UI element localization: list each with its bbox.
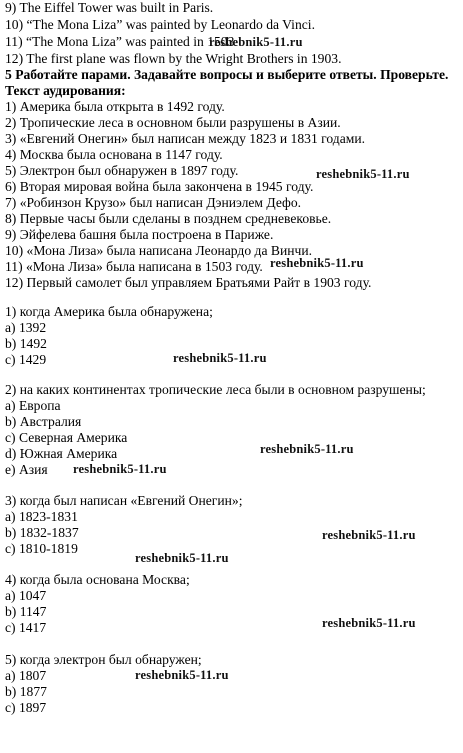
- listening-line-5: 5) Электрон был обнаружен в 1897 году.: [5, 163, 239, 178]
- question-4-option-a: a) 1047: [5, 588, 47, 603]
- question-2-option-c: c) Северная Америка: [5, 430, 128, 445]
- question-2-option-e: e) Азия: [5, 462, 48, 477]
- task-heading: 5 Работайте парами. Задавайте вопросы и выберите ответы. Проверьте.: [5, 67, 449, 82]
- watermark: reshebnik5-11.ru: [173, 351, 267, 365]
- question-5-option-c: c) 1897: [5, 700, 47, 715]
- watermark: reshebnik5-11.ru: [270, 256, 364, 270]
- watermark: reshebnik5-11.ru: [135, 668, 229, 682]
- listening-line-4: 4) Москва была основана в 1147 году.: [5, 147, 223, 162]
- intro-line-11: 11) “The Mona Liza” was painted in 1503: [5, 34, 235, 49]
- question-3-option-a: a) 1823-1831: [5, 509, 78, 524]
- question-1-option-b: b) 1492: [5, 336, 47, 351]
- question-1-option-c: c) 1429: [5, 352, 47, 367]
- question-4: 4) когда была основана Москва;: [5, 572, 190, 587]
- listening-line-2: 2) Тропические леса в основном были разрушены в Азии.: [5, 115, 341, 130]
- intro-line-10: 10) “The Mona Liza” was painted by Leonardo da Vinci.: [5, 17, 315, 32]
- watermark: reshebnik5-11.ru: [322, 528, 416, 542]
- question-4-option-c: c) 1417: [5, 620, 47, 635]
- intro-line-12: 12) The first plane was flown by the Wright Brothers in 1903.: [5, 51, 342, 66]
- question-2: 2) на каких континентах тропические леса были в основном разрушены;: [5, 382, 426, 397]
- watermark: reshebnik5-11.ru: [316, 167, 410, 181]
- question-4-option-b: b) 1147: [5, 604, 47, 619]
- listening-heading: Текст аудирования:: [5, 83, 126, 98]
- listening-line-9: 9) Эйфелева башня была построена в Париже.: [5, 227, 274, 242]
- question-5-option-b: b) 1877: [5, 684, 47, 699]
- listening-line-8: 8) Первые часы были сделаны в позднем средневековье.: [5, 211, 332, 226]
- listening-line-1: 1) Америка была открыта в 1492 году.: [5, 99, 225, 114]
- question-1-option-a: a) 1392: [5, 320, 47, 335]
- watermark: reshebnik5-11.ru: [209, 35, 303, 49]
- question-3-option-b: b) 1832-1837: [5, 525, 79, 540]
- question-5-option-a: a) 1807: [5, 668, 47, 683]
- question-2-option-a: a) Европа: [5, 398, 61, 413]
- watermark: reshebnik5-11.ru: [73, 462, 167, 476]
- listening-line-3: 3) «Евгений Онегин» был написан между 1823 и 1831 годами.: [5, 131, 366, 146]
- listening-line-12: 12) Первый самолет был управляем Братьями Райт в 1903 году.: [5, 275, 372, 290]
- question-1: 1) когда Америка была обнаружена;: [5, 304, 213, 319]
- question-3-option-c: c) 1810-1819: [5, 541, 78, 556]
- watermark: reshebnik5-11.ru: [260, 442, 354, 456]
- question-5: 5) когда электрон был обнаружен;: [5, 652, 202, 667]
- listening-line-7: 7) «Робинзон Крузо» был написан Дэниэлем Дефо.: [5, 195, 302, 210]
- listening-line-10: 10) «Мона Лиза» была написана Леонардо да Винчи.: [5, 243, 313, 258]
- watermark: reshebnik5-11.ru: [135, 551, 229, 565]
- question-3: 3) когда был написан «Евгений Онегин»;: [5, 493, 243, 508]
- intro-line-9: 9) The Eiffel Tower was built in Paris.: [5, 0, 214, 15]
- watermark: reshebnik5-11.ru: [322, 616, 416, 630]
- question-2-option-d: d) Южная Америка: [5, 446, 118, 461]
- listening-line-11: 11) «Мона Лиза» была написана в 1503 году.: [5, 259, 263, 274]
- question-2-option-b: b) Австралия: [5, 414, 82, 429]
- listening-line-6: 6) Вторая мировая война была закончена в 1945 году.: [5, 179, 314, 194]
